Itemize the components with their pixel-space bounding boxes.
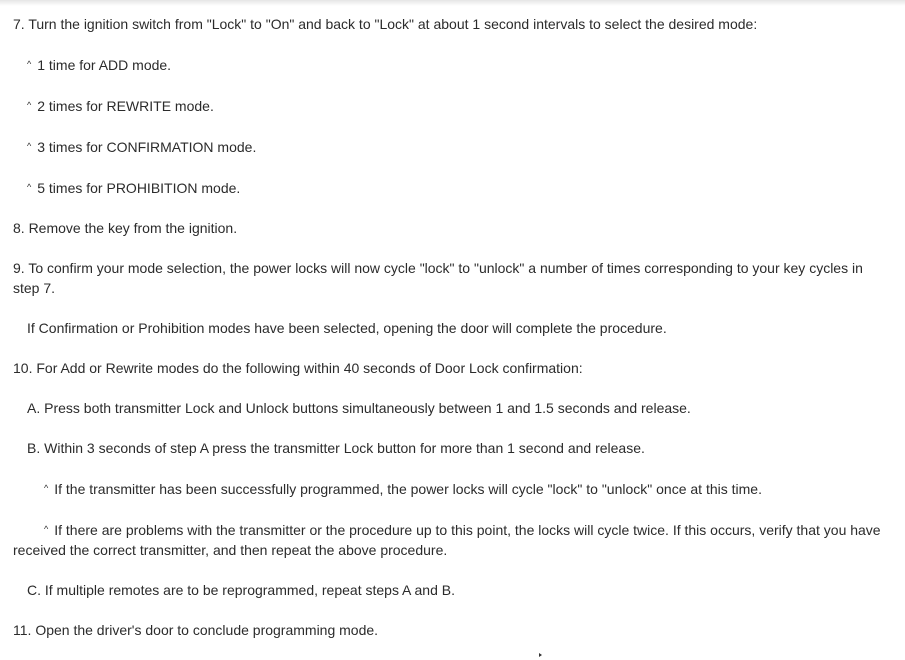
mode-item-text: 5 times for PROHIBITION mode. [37,180,241,196]
instructions-document [13,14,893,660]
caret-bullet-icon: ^ [27,59,32,69]
step-10: 10. For Add or Rewrite modes do the following within 40 seconds of Door Lock confirmation: [13,360,583,376]
step-10-b-note-success [13,478,893,499]
mouse-cursor-icon [539,653,542,657]
mode-item-text: 2 times for REWRITE mode. [37,98,214,114]
step-8: 8. Remove the key from the ignition. [13,220,238,236]
mode-item-add [13,54,893,75]
caret-bullet-icon: ^ [27,182,32,192]
note-text: If the transmitter has been successfully programmed, the power locks will cycle "lock" to "unlock" once at this time. [54,481,762,497]
caret-bullet-icon: ^ [27,100,32,110]
step-10-c: C. If multiple remotes are to be reprogrammed, repeat steps A and B. [27,582,455,598]
step-11: 11. Open the driver's door to conclude programming mode. [13,622,379,638]
mode-item-confirmation [13,136,893,157]
step-9-note: If Confirmation or Prohibition modes have been selected, opening the door will complete the procedure. [27,320,667,336]
step-9: 9. To confirm your mode selection, the power locks will now cycle "lock" to "unlock" a number of times corresponding to your key cycles in step 7. [13,260,863,296]
mode-item-text: 3 times for CONFIRMATION mode. [37,139,257,155]
caret-bullet-icon: ^ [44,483,49,493]
caret-bullet-icon: ^ [44,524,49,534]
top-shadow [0,0,905,6]
step-7: 7. Turn the ignition switch from "Lock" to "On" and back to "Lock" at about 1 second intervals to select the desired mode: [13,16,758,32]
mode-item-rewrite [13,95,893,116]
step-10-b-note-problem [13,519,893,560]
note-text: If there are problems with the transmitter or the procedure up to this point, the locks will cycle twice. If this occurs, verify that you have received the correct transmitter, and then repeat the above procedure. [13,522,881,558]
mode-item-text: 1 time for ADD mode. [37,57,172,73]
step-10-b: B. Within 3 seconds of step A press the transmitter Lock button for more than 1 second and release. [27,440,645,456]
caret-bullet-icon: ^ [27,141,32,151]
step-10-a: A. Press both transmitter Lock and Unlock buttons simultaneously between 1 and 1.5 seconds and release. [27,400,691,416]
mode-item-prohibition [13,177,893,198]
